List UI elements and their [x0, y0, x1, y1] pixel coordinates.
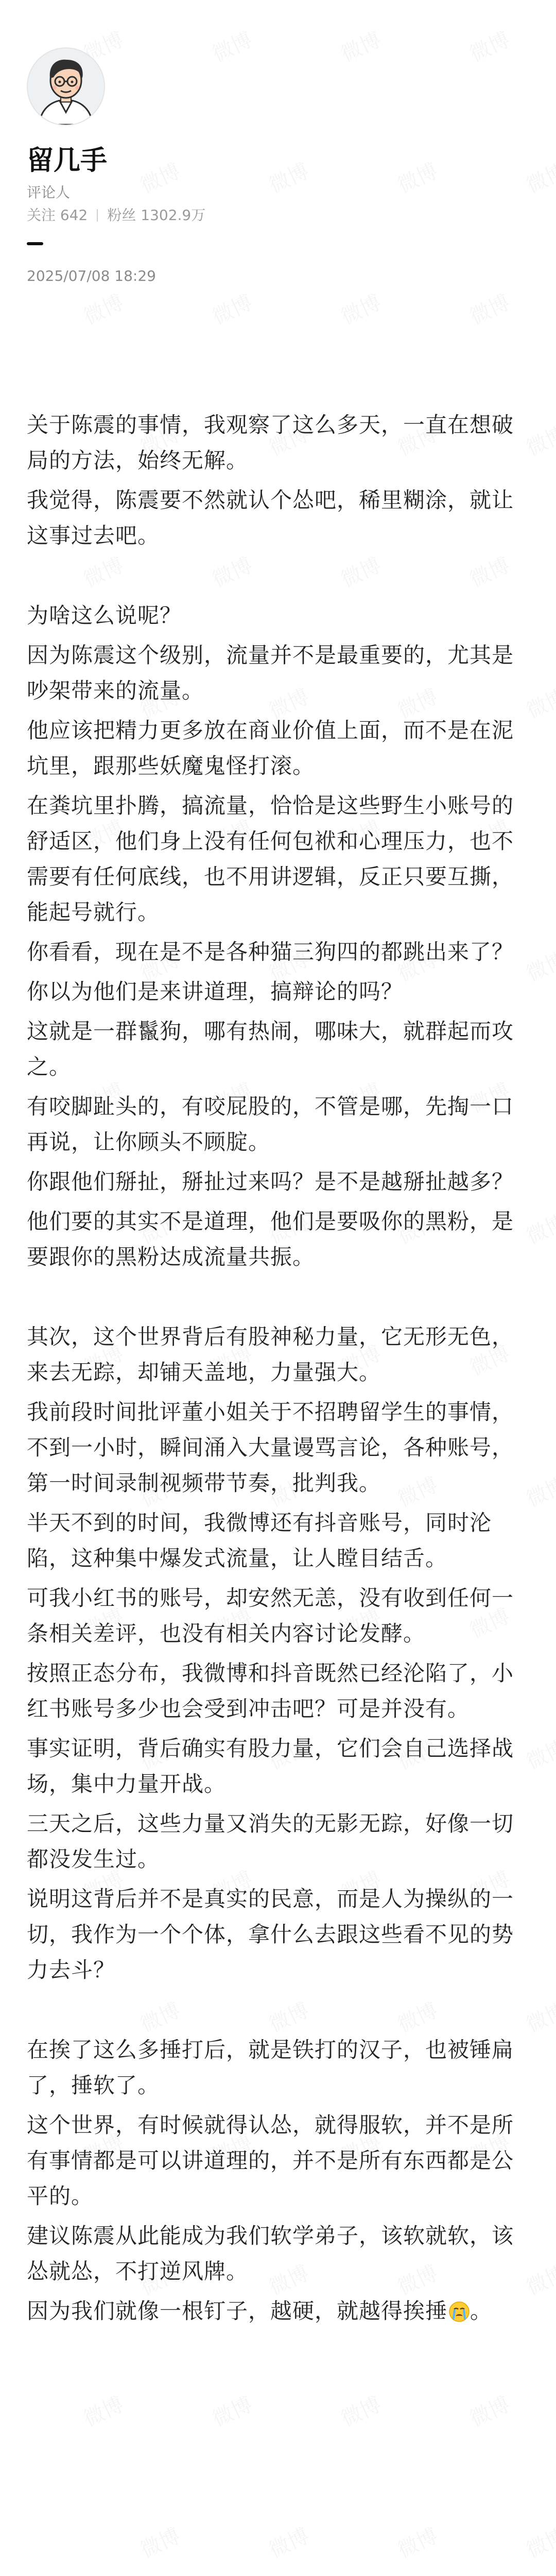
paragraph: 我前段时间批评董小姐关于不招聘留学生的事情，不到一小时，瞬间涌入大量谩骂言论，各种账号，第一时间录制视频带节奏，批判我。	[27, 1399, 514, 1496]
paragraph: 在粪坑里扑腾，搞流量，恰恰是这些野生小账号的舒适区，他们身上没有任何包袱和心理压力，也不需要有任何底线，也不用讲逻辑，反正只要互撕，能起号就行。	[27, 793, 514, 925]
paragraph: 他应该把精力更多放在商业价值上面，而不是在泥坑里，跟那些妖魔鬼怪打滚。	[27, 718, 514, 778]
paragraph: 为啥这么说呢？	[27, 603, 182, 628]
paragraph: 建议陈震从此能成为我们软学弟子，该软就软，该怂就怂，不打逆风牌。	[27, 2223, 514, 2284]
watermark-text	[464, 286, 514, 330]
paragraph-text: 因为我们就像一根钉子，越硬，就越得挨捶	[27, 2298, 448, 2324]
avatar[interactable]	[27, 47, 105, 126]
paragraph: 半天不到的时间，我微博还有抖音账号，同时沦陷，这种集中爆发式流量，让人瞠目结舌。	[27, 1510, 492, 1571]
paragraph: 这个世界，有时候就得认怂，就得服软，并不是所有事情都是可以讲道理的，并不是所有东西都是公平的。	[27, 2112, 514, 2209]
last-paragraph	[27, 2293, 533, 2329]
paragraph: 你以为他们是来讲道理，搞辩论的吗？	[27, 979, 404, 1004]
paragraph: 事实证明，背后确实有股力量，它们会自己选择战场，集中力量开战。	[27, 1736, 514, 1797]
section-divider	[27, 242, 43, 245]
fans-count[interactable]: 粉丝 1302.9万	[107, 207, 206, 224]
stats-divider	[97, 209, 98, 222]
paragraph: 关于陈震的事情，我观察了这么多天，一直在想破局的方法，始终无解。	[27, 412, 514, 473]
user-role: 评论人	[27, 184, 71, 201]
paragraph: 因为陈震这个级别，流量并不是最重要的，尤其是吵架带来的流量。	[27, 642, 514, 703]
paragraph: 这就是一群鬣狗，哪有热闹，哪味大，就群起而攻之。	[27, 1019, 514, 1079]
watermark-text	[521, 2520, 556, 2564]
paragraph: 按照正态分布，我微博和抖音既然已经沦陷了，小红书账号多少也会受到冲击吧？可是并没有。	[27, 1660, 514, 1721]
watermark-text	[336, 2388, 386, 2432]
paragraph: 你跟他们掰扯，掰扯过来吗？是不是越掰扯越多？	[27, 1169, 514, 1194]
paragraph: 说明这背后并不是真实的民意，而是人为操纵的一切，我作为一个个体，拿什么去跟这些看不见的势力去斗？	[27, 1886, 514, 1982]
watermark-text	[78, 2388, 128, 2432]
post-content	[27, 407, 533, 2333]
watermark-text	[207, 286, 257, 330]
watermark-text	[464, 2388, 514, 2432]
paragraph: 其次，这个世界背后有股神秘力量，它无形无色，来去无踪，却铺天盖地，力量强大。	[27, 1324, 514, 1385]
period: 。	[470, 2298, 493, 2324]
watermark-text	[78, 286, 128, 330]
paragraph: 三天之后，这些力量又消失的无影无踪，好像一切都没发生过。	[27, 1811, 514, 1872]
user-name[interactable]: 留几手	[27, 145, 108, 176]
paragraph: 可我小红书的账号，却安然无恙，没有收到任何一条相关差评，也没有相关内容讨论发酵。	[27, 1585, 514, 1646]
follow-count[interactable]: 关注 642	[27, 207, 88, 224]
watermark-text	[135, 2520, 185, 2564]
paragraph: 在挨了这么多捶打后，就是铁打的汉子，也被锤扁了，捶软了。	[27, 2037, 514, 2098]
paragraph: 有咬脚趾头的，有咬屁股的，不管是哪，先掏一口再说，让你顾头不顾腚。	[27, 1094, 514, 1155]
cartoon-man-avatar-icon	[28, 48, 104, 125]
post-date: 2025/07/08 18:29	[27, 267, 156, 284]
watermark-text	[207, 2388, 257, 2432]
paragraph: 他们要的其实不是道理，他们是要吸你的黑粉，是要跟你的黑粉达成流量共振。	[27, 1209, 514, 1269]
user-stats	[27, 206, 531, 225]
watermark-text	[336, 286, 386, 330]
watermark-text	[264, 2520, 314, 2564]
crying-face-emoji-icon	[448, 2301, 470, 2323]
profile-header	[27, 47, 531, 285]
paragraph: 你看看，现在是不是各种猫三狗四的都跳出来了？	[27, 939, 514, 964]
paragraph: 我觉得，陈震要不然就认个怂吧，稀里糊涂，就让这事过去吧。	[27, 487, 514, 548]
watermark-text	[392, 2520, 442, 2564]
